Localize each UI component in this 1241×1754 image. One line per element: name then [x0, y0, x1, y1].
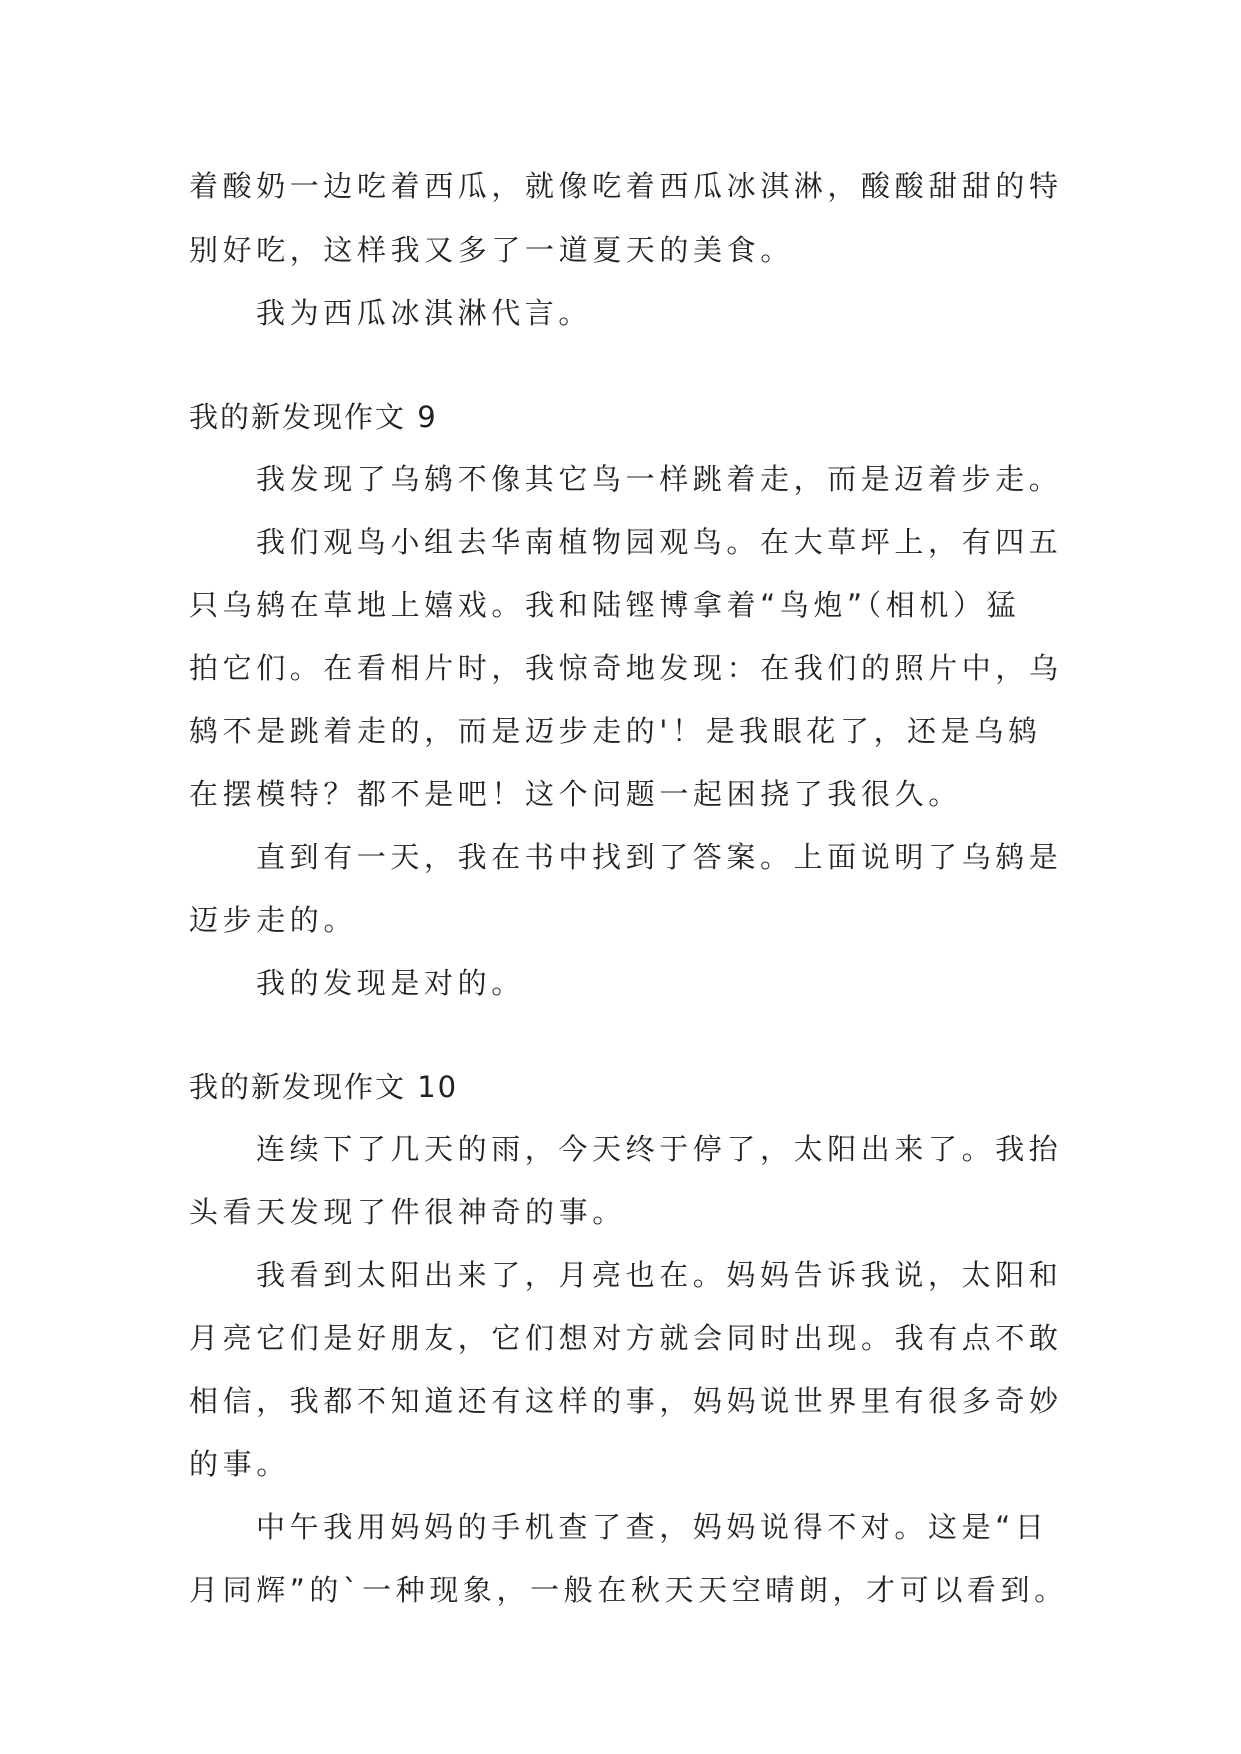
paragraph-line: 鸫不是跳着走的，而是迈步走的'！是我眼花了，还是乌鸫: [189, 714, 1042, 748]
paragraph-line: 连续下了几天的雨，今天终于停了，太阳出来了。我抬: [256, 1132, 1063, 1166]
paragraph-line: 月亮它们是好朋友，它们想对方就会同时出现。我有点不敢: [189, 1321, 1063, 1355]
paragraph-line: 着酸奶一边吃着西瓜，就像吃着西瓜冰淇淋，酸酸甜甜的特: [189, 169, 1063, 203]
paragraph-line: 直到有一天，我在书中找到了答案。上面说明了乌鸫是: [256, 840, 1063, 874]
paragraph-line: 相信，我都不知道还有这样的事，妈妈说世界里有很多奇妙: [189, 1384, 1063, 1418]
paragraph-line: 别好吃，这样我又多了一道夏天的美食。: [189, 233, 794, 267]
paragraph-line: 我们观鸟小组去华南植物园观鸟。在大草坪上，有四五: [256, 525, 1063, 559]
paragraph-line: 我发现了乌鸫不像其它鸟一样跳着走，而是迈着步走。: [256, 462, 1063, 496]
paragraph-line: 中午我用妈妈的手机查了查，妈妈说得不对。这是“日: [256, 1510, 1049, 1544]
essay-title: 我的新发现作文 10: [189, 1070, 459, 1104]
paragraph-line: 在摆模特？都不是吧！这个问题一起困挠了我很久。: [189, 777, 962, 811]
essay-title: 我的新发现作文 9: [189, 400, 438, 434]
paragraph-line: 的事。: [189, 1447, 290, 1481]
paragraph-line: 头看天发现了件很神奇的事。: [189, 1195, 626, 1229]
paragraph-line: 我的发现是对的。: [256, 966, 525, 1000]
paragraph-line: 迈步走的。: [189, 903, 358, 937]
paragraph-line: 拍它们。在看相片时，我惊奇地发现：在我们的照片中，乌: [189, 651, 1063, 685]
paragraph-line: 只乌鸫在草地上嬉戏。我和陆铿博拿着“鸟炮”（相机）猛: [189, 588, 1021, 622]
paragraph-line: 月同辉”的`一种现象，一般在秋天天空晴朗，才可以看到。: [189, 1573, 1068, 1607]
paragraph-line: 我看到太阳出来了，月亮也在。妈妈告诉我说，太阳和: [256, 1258, 1063, 1292]
paragraph-line: 我为西瓜冰淇淋代言。: [256, 296, 593, 330]
